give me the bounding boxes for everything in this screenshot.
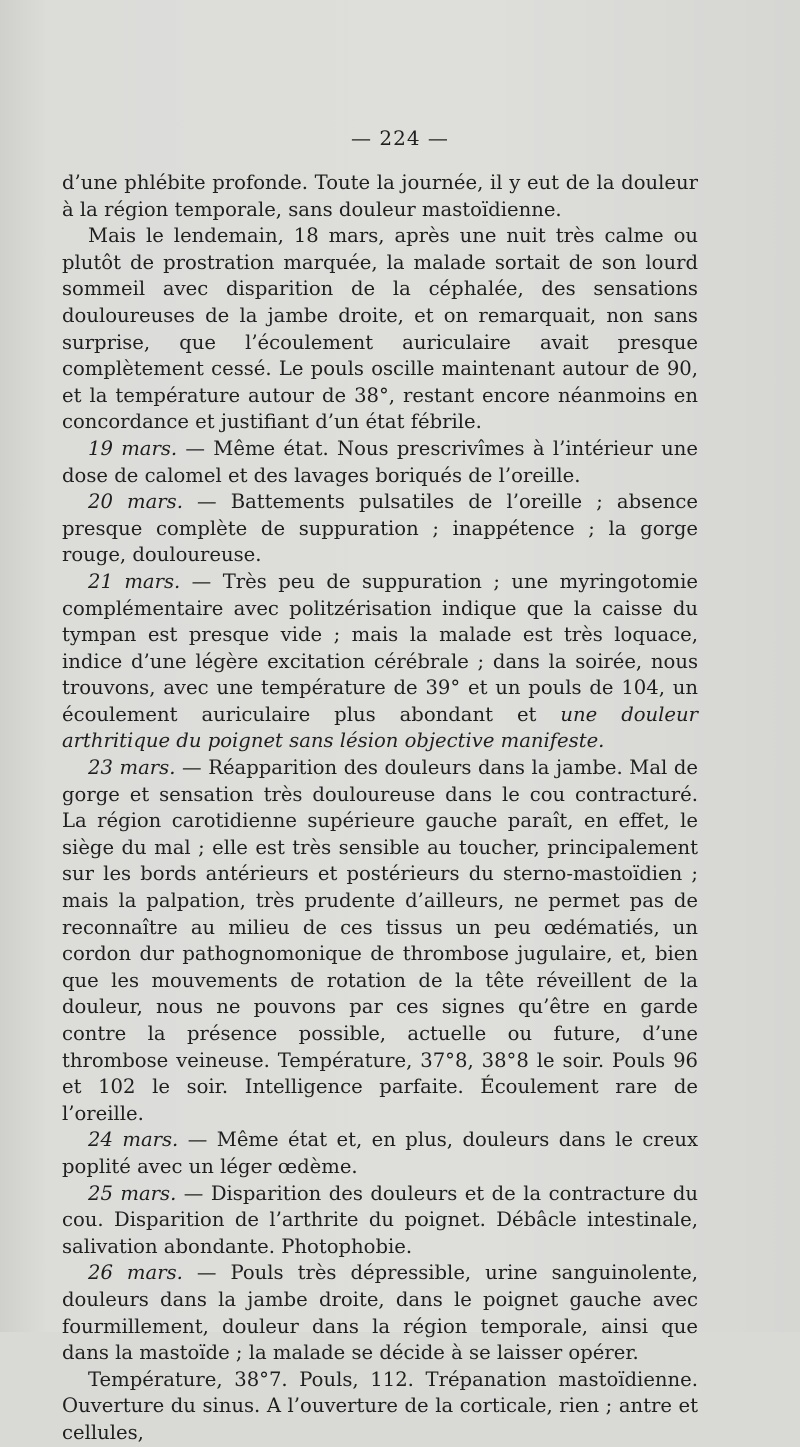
paragraph <box>62 1367 698 1447</box>
paragraph-text: Mais le lendemain, 18 mars, après une nuit très calme ou plutôt de prostration marquée, la malade sortait de son lourd sommeil avec disparition de la céphalée, des sensations douloureuses de la jambe droite, et on remarquait, non sans surprise, que l’écoulement auriculaire avait presque complètement cessé. Le pouls oscille maintenant autour de 90, et la température autour de 38°, restant encore néanmoins en concordance et justifiant d’un état fébrile. <box>62 224 698 434</box>
paragraph-text: — Très peu de suppuration ; une myringotomie complémentaire avec politzérisation indique que la caisse du tympan est presque vide ; mais la malade est très loquace, indice d’une légère excitation cérébrale ; dans la soirée, nous trouvons, avec une température de 39° et un pouls de 104, un écoulement auriculaire plus abondant et <box>62 569 698 726</box>
body-text <box>62 170 698 1447</box>
paragraph-text: d’une phlébite profonde. Toute la journée, il y eut de la douleur à la région temporale, sans douleur mastoïdienne. <box>62 171 698 221</box>
paragraph-text: — Réapparition des douleurs dans la jambe. Mal de gorge et sensation très douloureuse dans le cou contracturé. La région carotidienne supérieure gauche paraît, en effet, le siège du mal ; elle est très sensible au toucher, principalement sur les bords antérieurs et postérieurs du sterno-mastoïdien ; mais la palpation, très prudente d’ailleurs, ne permet pas de reconnaître au milieu de ces tissus un peu œdématiés, un cordon dur pathognomonique de thrombose jugulaire, et, bien que les mouvements de rotation de la tête réveillent de la douleur, nous ne pouvons par ces signes qu’être en garde contre la présence possible, actuelle ou future, d’une thrombose veineuse. Température, 37°8, 38°8 le soir. Pouls 96 et 102 le soir. Intelligence parfaite. Écoulement rare de l’oreille. <box>62 756 699 1125</box>
entry-date: 19 mars. <box>88 436 178 460</box>
entry-date: 26 mars. <box>88 1261 183 1285</box>
entry-date: 20 mars. <box>88 490 183 514</box>
paragraph <box>62 223 698 436</box>
paragraph-text: — Pouls très dépressible, urine sanguinolente, douleurs dans la jambe droite, dans le poignet gauche avec fourmillement, douleur dans la région temporale, ainsi que dans la mastoïde ; la malade se décide à se laisser opérer. <box>62 1261 698 1365</box>
entry-date: 24 mars. <box>88 1128 179 1152</box>
page-number: — 224 — <box>351 126 449 150</box>
paragraph <box>62 569 698 755</box>
entry-date: 25 mars. <box>88 1181 177 1205</box>
paragraph <box>62 1127 698 1180</box>
paragraph <box>62 489 698 569</box>
paragraph <box>62 436 698 489</box>
paragraph-text: Température, 38°7. Pouls, 112. Trépanation mastoïdienne. Ouverture du sinus. A l’ouverture de la corticale, rien ; antre et cellules, <box>62 1367 698 1444</box>
paragraph-text: — Disparition des douleurs et de la contracture du cou. Disparition de l’arthrite du poignet. Débâcle intestinale, salivation abondante. Photophobie. <box>62 1181 698 1258</box>
paragraph <box>62 1260 698 1366</box>
paragraph-text: — Même état. Nous prescrivîmes à l’intérieur une dose de calomel et des lavages boriqués de l’oreille. <box>62 436 699 487</box>
paragraph <box>62 1181 698 1261</box>
entry-date: 23 mars. <box>88 756 176 780</box>
paragraph <box>62 755 698 1127</box>
paragraph-text: — Même état et, en plus, douleurs dans le creux poplité avec un léger œdème. <box>62 1128 698 1178</box>
paragraph-text: — Battements pulsatiles de l’oreille ; absence presque complète de suppuration ; inappétence ; la gorge rouge, douloureuse. <box>62 490 698 567</box>
paragraph <box>62 170 698 223</box>
italic-phrase: une douleur arthritique du poignet sans lésion objective manifeste. <box>62 702 699 753</box>
entry-date: 21 mars. <box>88 569 181 593</box>
